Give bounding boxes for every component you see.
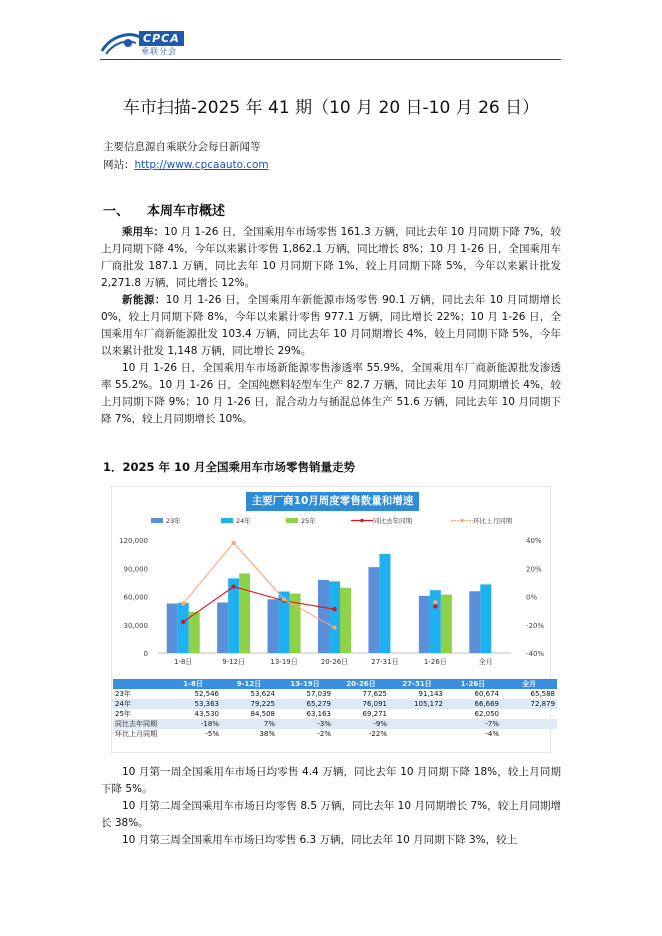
table-header-cell: 27-31日: [389, 679, 445, 689]
table-cell: 91,143: [418, 690, 443, 698]
table-corner: [113, 679, 165, 689]
legend-swatch: [286, 518, 298, 523]
table-cell: [501, 709, 557, 719]
website-line: [103, 157, 269, 172]
bar-24年: [178, 603, 189, 653]
table-cell: 60,674: [474, 690, 499, 698]
y-right-tick: 40%: [526, 537, 542, 545]
legend-label: 25年: [301, 517, 316, 525]
table-cell: 43,530: [194, 710, 219, 718]
y-right-tick: -40%: [526, 650, 545, 658]
header-divider: [100, 59, 561, 60]
table-cell: -2%: [317, 730, 331, 738]
table-cell: 84,508: [250, 710, 275, 718]
nev-label: 新能源：: [122, 294, 166, 306]
table-row-label: 23年: [115, 690, 131, 698]
table-cell: 69,271: [362, 710, 387, 718]
legend-marker: [360, 519, 364, 523]
table-row: [113, 729, 557, 739]
x-tick-label: 13-19日: [270, 658, 298, 666]
table-cell: 72,879: [501, 699, 557, 709]
table-cell: -4%: [485, 730, 499, 738]
section-number: 一、: [103, 204, 130, 219]
bar-23年: [167, 604, 178, 653]
table-cell: 79,225: [221, 699, 277, 709]
table-cell: 62,050: [474, 710, 499, 718]
section-title: 本周车市概述: [147, 204, 226, 219]
table-cell: 76,091: [333, 699, 389, 709]
table-cell: -7%: [445, 719, 501, 729]
table-cell: 53,363: [165, 699, 221, 709]
table-header-cell: 9-12日: [221, 679, 277, 689]
point-环比上月同期: [433, 600, 437, 604]
x-tick-label: 1-26日: [423, 658, 447, 666]
point-同比去年同期: [231, 584, 235, 588]
logo-text: CPCA: [139, 31, 184, 46]
paragraph-nev: [101, 292, 561, 360]
x-tick-label: 20-26日: [320, 658, 349, 666]
table-header-cell: 1-8日: [165, 679, 221, 689]
bar-25年: [239, 573, 250, 653]
legend-label: 环比上月同期: [473, 517, 512, 525]
table-row-label: 环比上月同期: [115, 730, 157, 738]
x-tick-label: 9-12日: [222, 658, 246, 666]
bar-25年: [189, 612, 200, 653]
y-left-tick: 90,000: [123, 565, 148, 574]
table-row: [113, 719, 557, 729]
y-left-tick: 0: [143, 650, 148, 658]
table-cell: -9%: [333, 719, 389, 729]
legend-label: 23年: [166, 517, 181, 525]
source-line: 主要信息源自乘联分会每日新闻等: [103, 141, 261, 153]
table-cell: [389, 729, 445, 739]
point-环比上月同期: [231, 541, 235, 545]
y-left-tick: 30,000: [123, 621, 148, 630]
point-环比上月同期: [282, 597, 286, 601]
bar-24年: [430, 590, 441, 653]
website-link[interactable]: http://www.cpcaauto.com: [134, 159, 269, 171]
table-cell: 66,669: [445, 699, 501, 709]
bar-23年: [217, 603, 228, 653]
table-row: [113, 689, 557, 699]
table-cell: 53,624: [250, 690, 275, 698]
x-tick-label: 27-31日: [371, 658, 399, 666]
point-同比去年同期: [433, 604, 437, 608]
table-cell: 38%: [259, 730, 275, 738]
point-同比去年同期: [332, 607, 336, 611]
table-cell: [389, 709, 445, 719]
table-cell: 63,163: [306, 710, 331, 718]
table-row: [113, 709, 557, 719]
table-cell: [389, 719, 445, 729]
table-cell: -5%: [205, 730, 219, 738]
y-right-tick: 20%: [526, 565, 542, 574]
section-heading: [103, 200, 225, 219]
table-row-label: 同比去年同期: [113, 719, 165, 729]
table-cell: 77,625: [362, 690, 387, 698]
paragraph-passenger-car: [101, 224, 561, 292]
table-cell: -3%: [277, 719, 333, 729]
table-cell: -18%: [165, 719, 221, 729]
logo-subtitle: 乘联分会: [141, 47, 177, 56]
bar-23年: [469, 591, 480, 653]
point-环比上月同期: [181, 601, 185, 605]
y-left-tick: 120,000: [119, 537, 148, 545]
point-同比去年同期: [181, 620, 185, 624]
y-right-tick: 0%: [526, 593, 538, 602]
bar-25年: [340, 588, 351, 653]
legend-swatch: [221, 518, 233, 523]
paragraph-week2: 10 月第二周全国乘用车市场日均零售 8.5 万辆，同比去年 10 月同期增长 7%，较上月同期增长 38%。: [101, 800, 561, 829]
table-cell: 7%: [221, 719, 277, 729]
table-header-cell: 1-26日: [445, 679, 501, 689]
x-tick-label: 全月: [478, 658, 493, 666]
bar-23年: [318, 580, 329, 653]
chart-data-table: [113, 679, 557, 739]
table-header-cell: 13-19日: [277, 679, 333, 689]
table-cell: 57,039: [306, 690, 331, 698]
table-cell: 105,172: [389, 699, 445, 709]
table-cell: 65,588: [530, 690, 555, 698]
bar-23年: [419, 596, 430, 653]
website-label: 网站：: [103, 159, 135, 171]
chart-heading: 1．2025 年 10 月全国乘用车市场零售销量走势: [103, 460, 356, 474]
y-left-tick: 60,000: [123, 593, 148, 602]
legend-label: 同比去年同期: [373, 517, 412, 525]
table-cell: [501, 729, 557, 739]
table-row-label: 24年: [113, 699, 165, 709]
table-row: [113, 699, 557, 709]
table-header-row: [113, 679, 557, 689]
point-环比上月同期: [332, 625, 336, 629]
table-header-cell: 全月: [501, 679, 557, 689]
passenger-car-label: 乘用车：: [122, 226, 165, 238]
legend-swatch: [151, 518, 163, 523]
table-cell: [501, 719, 557, 729]
legend-label: 24年: [236, 517, 251, 525]
y-right-tick: -20%: [526, 621, 545, 630]
paragraph-week3: 10 月第三周全国乘用车市场日均零售 6.3 万辆，同比去年 10 月同期下降 3%，较上: [122, 834, 518, 846]
document-title: 车市扫描-2025 年 41 期（10 月 20 日-10 月 26 日）: [122, 98, 540, 118]
bar-24年: [379, 554, 390, 653]
bar-23年: [368, 567, 379, 653]
nev-text: 10 月 1-26 日，全国乘用车新能源市场零售 90.1 万辆，同比去年 10 月同期增长 0%，较上月同期下降 8%，今年以来累计零售 977.1 万辆，同比增长 22%；10 月 1-26 日，全国乘用车厂商新能源批发 103.4 万辆，同比去年 10 月同期增长 4%，较上月同期下降 5%，今年以来累计批发 1,148 万辆，同比增长 29%。: [101, 294, 562, 357]
paragraph-penetration: 10 月 1-26 日，全国乘用车市场新能源零售渗透率 55.9%，全国乘用车厂商新能源批发渗透率 55.2%。10 月 1-26 日，全国纯燃料轻型车生产 82.7 万辆，同比去年 10 月同期增长 4%，较上月同期下降 9%；10 月 1-26 日，混合动力与插混总体生产 51.6 万辆，同比去年 10 月同期下降 7%，较上月同期增长 10%。: [101, 362, 561, 425]
x-tick-label: 1-8日: [173, 658, 193, 666]
bar-23年: [268, 599, 279, 653]
legend-marker: [460, 519, 464, 523]
bar-24年: [329, 581, 340, 653]
chart-title: 主要厂商10月周度零售数量和增速: [246, 492, 419, 511]
bar-25年: [441, 595, 452, 653]
table-cell: 52,546: [194, 690, 219, 698]
paragraph-week1: 10 月第一周全国乘用车市场日均零售 4.4 万辆，同比去年 10 月同期下降 18%，较上月同期下降 5%。: [101, 766, 561, 795]
table-header-cell: 20-26日: [333, 679, 389, 689]
passenger-car-text: 10 月 1-26 日，全国乘用车市场零售 161.3 万辆，同比去年 10 月同期下降 7%，较上月同期下降 4%，今年以来累计零售 1,862.1 万辆，同比增长 8%；10 月 1-26 日，全国乘用车厂商批发 187.1 万辆，同比去年 10 月同期下降 1%，较上月同期下降 5%，今年以来累计批发 2,271.8 万辆，同比增长 12%。: [101, 226, 562, 289]
table-row-label: 25年: [115, 710, 131, 718]
table-cell: -22%: [368, 730, 387, 738]
table-cell: 65,279: [277, 699, 333, 709]
bar-24年: [480, 584, 491, 653]
